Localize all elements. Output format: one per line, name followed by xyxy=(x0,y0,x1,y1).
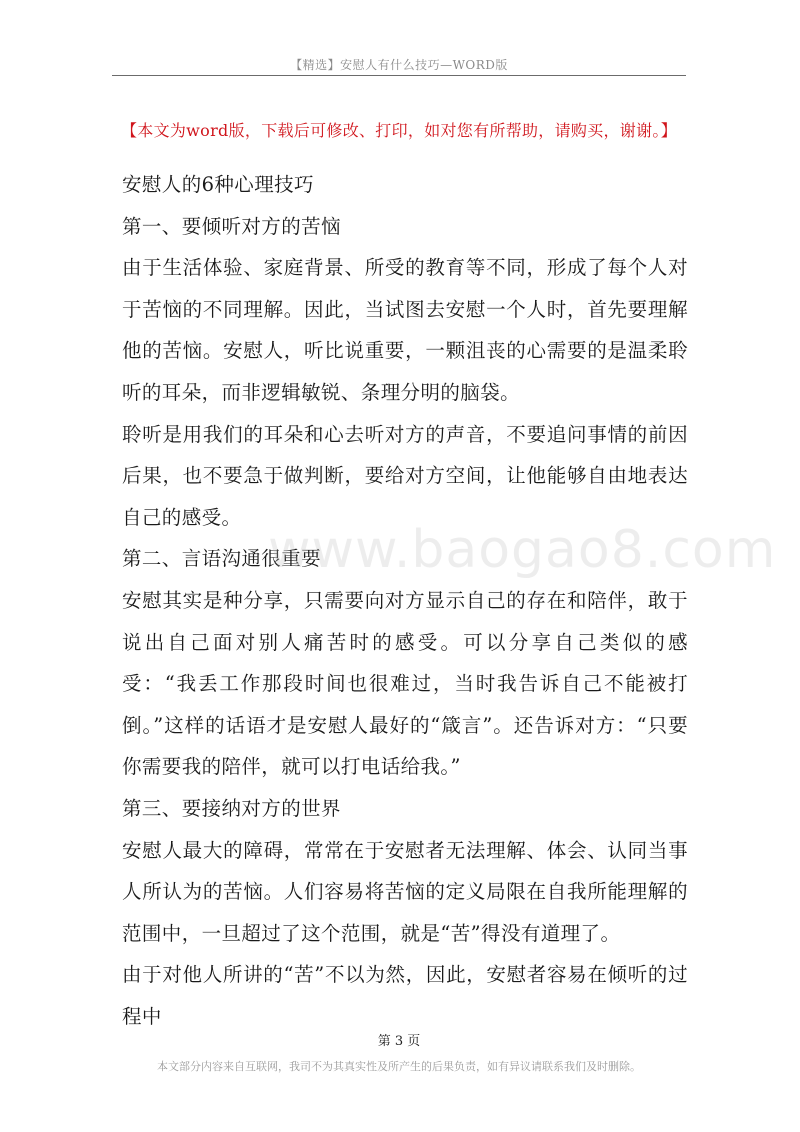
article-body xyxy=(122,164,688,1037)
section-heading-2: 第二、言语沟通很重要 xyxy=(122,547,322,571)
paragraph: 由于生活体验、家庭背景、所受的教育等不同，形成了每个人对于苦恼的不同理解。因此，当试图去安慰一个人时，首先要理解他的苦恼。安慰人，听比说重要，一颗沮丧的心需要的是温柔聆听的耳朵，而非逻辑敏锐、条理分明的脑袋。 xyxy=(122,256,688,404)
section-heading-3: 第三、要接纳对方的世界 xyxy=(122,796,341,820)
download-notice: 【本文为word版，下载后可修改、打印，如对您有所帮助，请购买，谢谢。】 xyxy=(120,121,678,140)
section-heading-1: 第一、要倾听对方的苦恼 xyxy=(122,214,341,238)
paragraph: 聆听是用我们的耳朵和心去听对方的声音，不要追问事情的前因后果，也不要急于做判断，要给对方空间，让他能够自由地表达自己的感受。 xyxy=(122,422,688,529)
paragraph: 由于对他人所讲的“苦”不以为然，因此，安慰者容易在倾听的过程中 xyxy=(122,963,688,1028)
watermark: www.baogao8.com xyxy=(268,520,777,580)
article-title: 安慰人的6种心理技巧 xyxy=(122,173,314,196)
page-header: 【精选】安慰人有什么技巧—WORD版 xyxy=(290,58,508,72)
page-footer-disclaimer: 本文部分内容来自互联网，我司不为其真实性及所产生的后果负责，如有异议请联系我们及时删除。 xyxy=(157,1060,641,1073)
paragraph: 安慰人最大的障碍，常常在于安慰者无法理解、体会、认同当事人所认为的苦恼。人们容易将苦恼的定义局限在自我所能理解的范围中，一旦超过了这个范围，就是“苦”得没有道理了。 xyxy=(122,838,688,945)
page-number: 第 3 页 xyxy=(377,1034,421,1049)
header-divider xyxy=(112,75,686,76)
paragraph: 安慰其实是种分享，只需要向对方显示自己的存在和陪伴，敢于说出自己面对别人痛苦时的感受。可以分享自己类似的感受：“我丢工作那段时间也很难过，当时我告诉自己不能被打倒。”这样的话语才是安慰人最好的“箴言”。还告诉对方：“只要你需要我的陪伴，就可以打电话给我。” xyxy=(122,588,688,779)
